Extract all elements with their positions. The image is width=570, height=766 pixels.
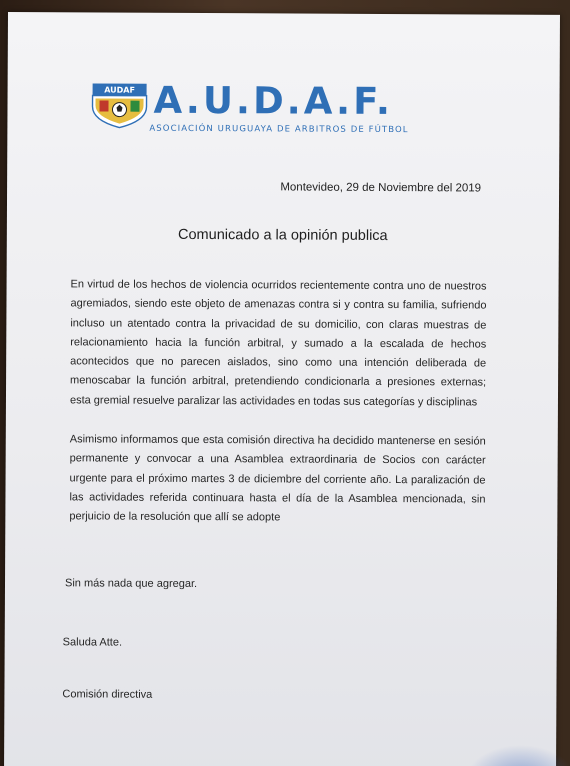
association-logo bbox=[91, 78, 531, 144]
crest-emblem-icon bbox=[91, 82, 147, 128]
closing-line: Sin más nada que agregar. bbox=[64, 577, 198, 590]
logo-title: A.U.D.A.F. bbox=[153, 78, 394, 124]
letter-date: Montevideo, 29 de Noviembre del 2019 bbox=[280, 181, 482, 195]
signature: Comisión directiva bbox=[62, 688, 153, 701]
finger-shadow bbox=[466, 744, 570, 766]
letter-heading: Comunicado a la opinión publica bbox=[177, 226, 388, 244]
salutation: Saluda Atte. bbox=[62, 636, 123, 649]
logo-subtitle: ASOCIACIÓN URUGUAYA DE ARBITROS DE FÚTBOL bbox=[149, 123, 409, 136]
body-paragraph-1: En virtud de los hechos de violencia ocurridos recientemente contra uno de nuestros agremiados, siendo este objeto de amenazas contra si y contra su familia, sufriendo incluso un atentado contra la privacidad de su domicilio, con claras muestras de relacionamiento hacia la función arbitral, y sumado a la escalada de hechos acontecidos que no parecen aislados, sino como una intención deliberada de menoscabar la función arbitral, pretendiendo condicionarla a presiones externas; esta gremial resuelve paralizar las actividades en todas sus categorías y disciplinas bbox=[69, 278, 487, 409]
svg-text:AUDAF: AUDAF bbox=[104, 85, 135, 95]
document-page bbox=[4, 12, 560, 766]
body-paragraph-2: Asimismo informamos que esta comisión directiva ha decidido mantenerse en sesión permanente y convocar a una Asamblea extraordinaria de Socios con carácter urgente para el próximo martes 3 de diciembre del corriente año. La paralización de las actividades referida continuara hasta el día de la Asamblea mencionada, sin perjuicio de la resolución que allí se adopte bbox=[69, 433, 486, 524]
